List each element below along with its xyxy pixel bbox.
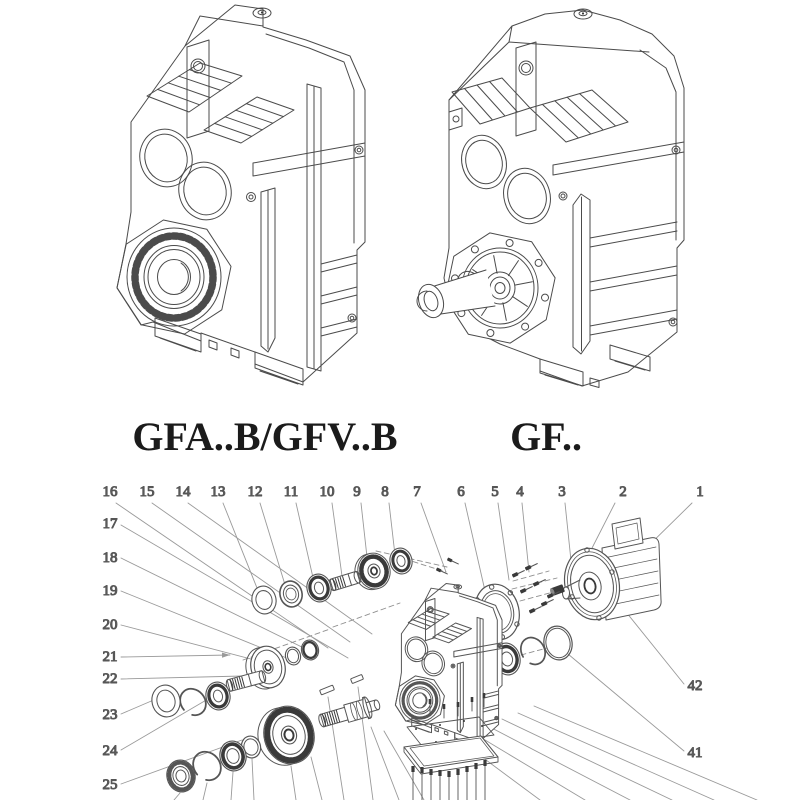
gearbox-drawing-gf (414, 9, 684, 388)
mid-ring-a (284, 645, 303, 666)
callout-number-2: 2 (619, 484, 627, 500)
leader-line-part-4 (522, 503, 529, 572)
input-bearing-2 (387, 546, 415, 577)
leader-line-part-8 (389, 503, 395, 555)
leader-line-cutoff-3 (231, 772, 233, 800)
label-gfab: GFA..B/GFV..B (132, 414, 398, 459)
callout-number-5: 5 (491, 484, 499, 500)
key-2 (351, 674, 364, 683)
callout-number-17: 17 (102, 516, 118, 532)
callout-number-23: 23 (102, 707, 118, 723)
gearbox-drawing-gfab (117, 5, 365, 385)
mid-ring-b (299, 638, 320, 662)
callout-number-12: 12 (247, 484, 263, 500)
leader-line-part-41 (568, 654, 684, 751)
callout-number-20: 20 (102, 617, 118, 633)
callout-number-16: 16 (102, 484, 118, 500)
leader-line-part-2 (590, 503, 615, 552)
input-pinion-shaft (328, 571, 362, 592)
callout-number-11: 11 (283, 484, 299, 500)
input-bearing-1 (304, 572, 334, 605)
leader-line-cutoff-4 (252, 759, 254, 800)
leader-line-part-22 (121, 676, 243, 679)
output-shaft (316, 694, 382, 732)
mid-end-cap (149, 682, 184, 720)
leader-line-cutoff-12 (470, 731, 585, 800)
leader-line-part-10 (332, 503, 342, 576)
callout-number-22: 22 (102, 671, 118, 687)
callout-number-3: 3 (558, 484, 566, 500)
leader-line-part-15 (152, 503, 350, 642)
callout-number-6: 6 (457, 484, 465, 500)
callout-number-15: 15 (139, 484, 155, 500)
callout-number-10: 10 (319, 484, 335, 500)
callout-number-13: 13 (210, 484, 226, 500)
callout-number-18: 18 (102, 550, 118, 566)
leader-line-cutoff-16 (534, 706, 757, 800)
callout-number-7: 7 (413, 484, 421, 500)
leader-line-cutoff-13 (486, 725, 630, 800)
callout-number-41: 41 (687, 745, 703, 761)
callout-number-25: 25 (102, 777, 118, 793)
callout-number-42: 42 (687, 678, 703, 694)
o-ring (541, 623, 575, 662)
leader-line-cutoff-9 (371, 727, 399, 800)
exploded-view (103, 484, 758, 800)
leader-line-cutoff-14 (502, 719, 672, 800)
callout-number-21: 21 (102, 649, 118, 665)
callout-number-1: 1 (696, 484, 704, 500)
leader-line-cutoff-2 (203, 783, 207, 800)
leader-line-cutoff-5 (291, 766, 296, 800)
leader-line-part-16 (116, 503, 328, 648)
leader-line-cutoff-6 (311, 757, 322, 800)
callout-number-9: 9 (353, 484, 361, 500)
motor (558, 518, 661, 625)
leader-line-part-11 (296, 503, 314, 582)
callout-number-8: 8 (381, 484, 389, 500)
leader-line-part-12 (260, 503, 286, 588)
callout-number-14: 14 (175, 484, 191, 500)
leader-line-part-7 (421, 503, 446, 572)
output-gear (252, 701, 320, 771)
leader-line-part-21 (121, 655, 230, 657)
callout-number-24: 24 (102, 743, 118, 759)
housing (395, 583, 502, 746)
leader-line-cutoff-1 (174, 793, 180, 800)
label-gf: GF.. (510, 414, 582, 459)
key-1 (320, 685, 335, 695)
callout-number-4: 4 (516, 484, 524, 500)
leader-line-part-14 (188, 503, 372, 634)
leader-line-part-5 (498, 503, 509, 580)
circlip-motor-side (516, 633, 550, 669)
callout-number-19: 19 (102, 583, 118, 599)
